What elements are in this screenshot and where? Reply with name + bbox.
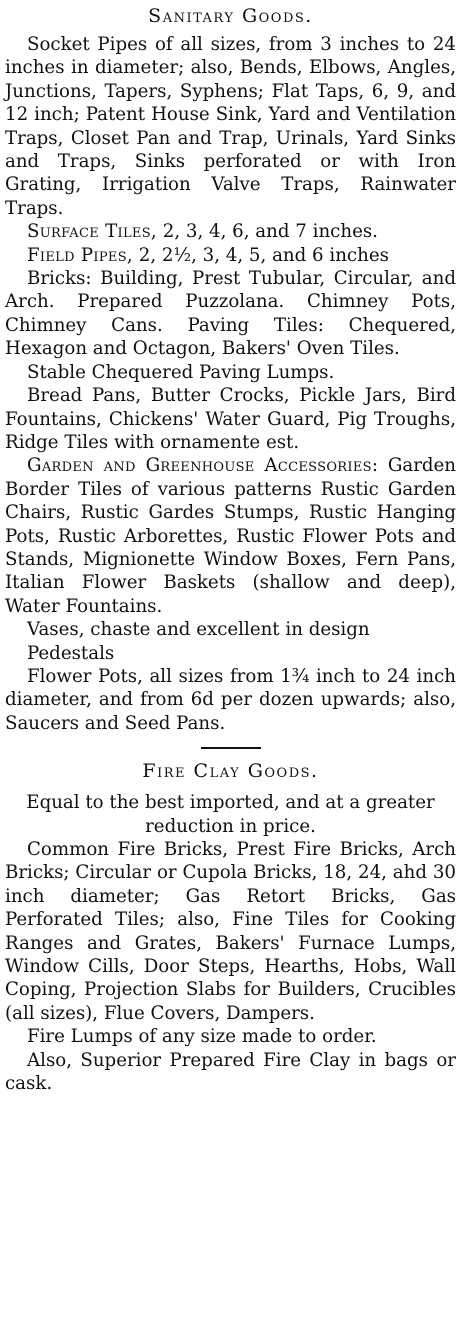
vases-line: Vases, chaste and excellent in design	[27, 619, 370, 641]
sanitary-goods-heading: Sanitary Goods.	[148, 5, 313, 27]
bread-pans-paragraph: Bread Pans, Butter Crocks, Pickle Jars, Bird Fountains, Chickens' Water Guard, Pig Troughs, Ridge Tiles with ornamente est.	[5, 385, 456, 453]
surface-tiles-line	[5, 220, 456, 243]
bricks-paragraph: Bricks: Building, Prest Tubular, Circular, and Arch. Prepared Puzzolana. Chimney Pots, Chimney Cans. Paving Tiles: Chequered, Hexagon and Octagon, Bakers' Oven Tiles.	[5, 268, 456, 360]
prepared-fire-clay-paragraph: Also, Superior Prepared Fire Clay in bags or cask.	[5, 1049, 456, 1095]
fire-clay-intro: Equal to the best imported, and at a greater reduction in price.	[26, 792, 435, 837]
section-divider	[201, 747, 261, 749]
garden-accessories-label: Garden and Greenhouse Accessories:	[27, 455, 379, 477]
fire-bricks-paragraph: Common Fire Bricks, Prest Fire Bricks, Arch Bricks; Circular or Cupola Bricks, 18, 24, ahd 30 inch diameter; Gas Retort Bricks, Gas Perforated Tiles; also, Fine Tiles for Cooking Ranges and Grates, Bakers' Furnace Lumps, Window Cills, Door Steps, Hearths, Hobs, Wall Coping, Projection Slabs for Builders, Crucibles (all sizes), Flue Covers, Dampers.	[5, 839, 456, 1024]
pedestals-line: Pedestals	[27, 642, 115, 664]
fire-clay-goods-heading: Fire Clay Goods.	[142, 760, 319, 783]
garden-accessories-text: Garden Border Tiles of various patterns Rustic Garden Chairs, Rustic Gardes Stumps, Rustic Hanging Pots, Rustic Arborettes, Rustic Flower Pots and Stands, Mignionette Window Boxes, Fern Pans, Italian Flower Baskets (shallow and deep), Water Fountains.	[5, 455, 457, 617]
field-pipes-label: Field Pipes,	[27, 244, 133, 266]
stable-lumps-line: Stable Chequered Paving Lumps.	[27, 361, 335, 383]
field-pipes-line	[5, 244, 456, 267]
garden-accessories-paragraph	[5, 454, 456, 618]
surface-tiles-sizes: 2, 3, 4, 6, and 7 inches.	[156, 221, 378, 243]
socket-pipes-paragraph: Socket Pipes of all sizes, from 3 inches to 24 inches in diameter; also, Bends, Elbows, Angles, Junctions, Tapers, Syphens; Flat Taps, 6, 9, and 12 inch; Patent House Sink, Yard and Ventilation Traps, Closet Pan and Trap, Urinals, Yard Sinks and Traps, Sinks perforated or with Iron Grating, Irrigation Valve Traps, Rainwater Traps.	[5, 34, 456, 219]
flower-pots-paragraph: Flower Pots, all sizes from 1¾ inch to 24 inch diameter, and from 6d per dozen upwards; also, Saucers and Seed Pans.	[5, 665, 456, 734]
fire-lumps-line: Fire Lumps of any size made to order.	[27, 1026, 377, 1048]
surface-tiles-label: Surface Tiles,	[27, 221, 157, 243]
field-pipes-sizes: 2, 2½, 3, 4, 5, and 6 inches	[132, 244, 389, 266]
